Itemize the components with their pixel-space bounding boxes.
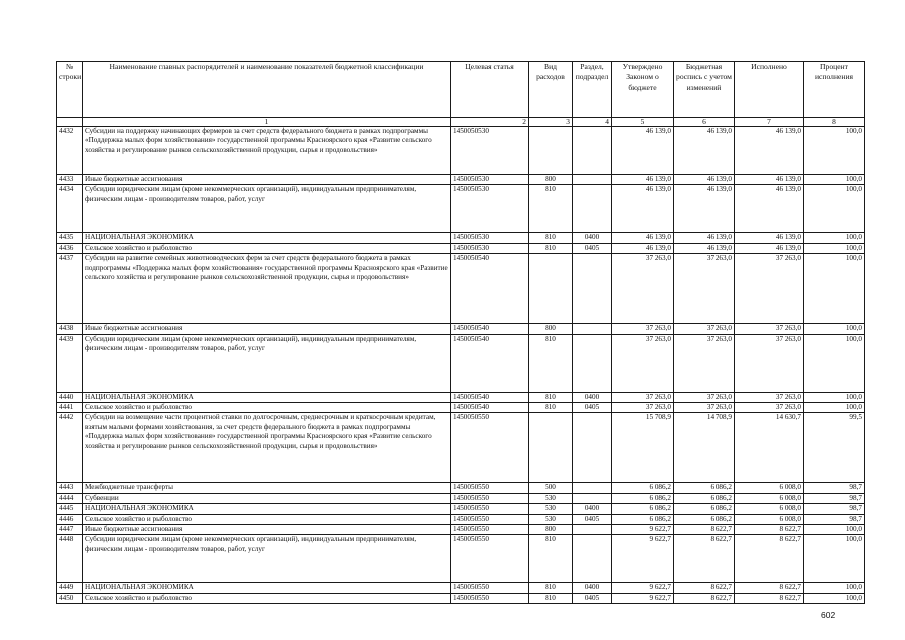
table-row bbox=[57, 504, 865, 514]
header-budget-list: Бюджетная роспись с учетом изменений bbox=[674, 62, 735, 118]
row-number-cell: 4443 bbox=[57, 483, 83, 493]
section-cell: 0405 bbox=[573, 403, 612, 413]
budget-table bbox=[56, 61, 865, 604]
column-number: 8 bbox=[804, 118, 865, 127]
row-number-cell: 4436 bbox=[57, 243, 83, 253]
item-name-cell: Иные бюджетные ассигнования bbox=[83, 175, 451, 185]
item-name-cell: Субвенции bbox=[83, 493, 451, 503]
budget-list-amount-cell: 8 622,7 bbox=[674, 583, 735, 593]
budget-list-amount-cell: 37 263,0 bbox=[674, 392, 735, 402]
percent-cell: 100,0 bbox=[804, 403, 865, 413]
executed-amount-cell: 14 630,7 bbox=[735, 413, 804, 483]
executed-amount-cell: 8 622,7 bbox=[735, 593, 804, 603]
budget-list-amount-cell: 6 086,2 bbox=[674, 493, 735, 503]
table-header-row bbox=[57, 62, 865, 118]
target-article-cell: 1450050540 bbox=[451, 334, 529, 392]
expense-type-cell: 800 bbox=[529, 175, 573, 185]
section-cell: 0405 bbox=[573, 243, 612, 253]
target-article-cell: 1450050550 bbox=[451, 483, 529, 493]
table-row bbox=[57, 185, 865, 233]
item-name-cell: НАЦИОНАЛЬНАЯ ЭКОНОМИКА bbox=[83, 504, 451, 514]
table-row bbox=[57, 392, 865, 402]
section-cell bbox=[573, 525, 612, 535]
budget-list-amount-cell: 37 263,0 bbox=[674, 403, 735, 413]
expense-type-cell: 810 bbox=[529, 334, 573, 392]
row-number-cell: 4444 bbox=[57, 493, 83, 503]
item-name-cell: НАЦИОНАЛЬНАЯ ЭКОНОМИКА bbox=[83, 233, 451, 243]
section-cell: 0400 bbox=[573, 583, 612, 593]
table-row bbox=[57, 324, 865, 334]
section-cell bbox=[573, 535, 612, 583]
executed-amount-cell: 6 008,0 bbox=[735, 504, 804, 514]
expense-type-cell: 530 bbox=[529, 493, 573, 503]
executed-amount-cell: 37 263,0 bbox=[735, 324, 804, 334]
table-row bbox=[57, 403, 865, 413]
column-number-row bbox=[57, 118, 865, 127]
budget-list-amount-cell: 46 139,0 bbox=[674, 243, 735, 253]
row-number-cell: 4447 bbox=[57, 525, 83, 535]
approved-amount-cell: 15 708,9 bbox=[612, 413, 674, 483]
expense-type-cell bbox=[529, 254, 573, 324]
target-article-cell: 1450050530 bbox=[451, 233, 529, 243]
approved-amount-cell: 6 086,2 bbox=[612, 493, 674, 503]
row-number-cell: 4437 bbox=[57, 254, 83, 324]
budget-list-amount-cell: 6 086,2 bbox=[674, 483, 735, 493]
column-number: 2 bbox=[451, 118, 529, 127]
approved-amount-cell: 46 139,0 bbox=[612, 185, 674, 233]
page-number: 602 bbox=[821, 610, 836, 620]
target-article-cell: 1450050530 bbox=[451, 185, 529, 233]
percent-cell: 100,0 bbox=[804, 175, 865, 185]
executed-amount-cell: 6 008,0 bbox=[735, 514, 804, 524]
target-article-cell: 1450050550 bbox=[451, 504, 529, 514]
executed-amount-cell: 46 139,0 bbox=[735, 127, 804, 175]
percent-cell: 100,0 bbox=[804, 127, 865, 175]
approved-amount-cell: 46 139,0 bbox=[612, 233, 674, 243]
item-name-cell: Сельское хозяйство и рыболовство bbox=[83, 243, 451, 253]
table-row bbox=[57, 493, 865, 503]
percent-cell: 100,0 bbox=[804, 185, 865, 233]
table-row bbox=[57, 583, 865, 593]
target-article-cell: 1450050550 bbox=[451, 593, 529, 603]
table-row bbox=[57, 413, 865, 483]
table-row bbox=[57, 593, 865, 603]
budget-list-amount-cell: 46 139,0 bbox=[674, 185, 735, 233]
header-approved: Утверждено Законом о бюджете bbox=[612, 62, 674, 118]
section-cell bbox=[573, 185, 612, 233]
executed-amount-cell: 46 139,0 bbox=[735, 243, 804, 253]
item-name-cell: Субсидии на поддержку начинающих фермеров за счет средств федерального бюджета в рамках подпрограммы «Поддержка малых форм хозяйствования» государственной программы Красноярского края «Развитие сельского хозяйства и регулирование рынков сельскохозяйственной продукции, сырья и продовольствия» bbox=[83, 127, 451, 175]
header-executed: Исполнено bbox=[735, 62, 804, 118]
approved-amount-cell: 9 622,7 bbox=[612, 583, 674, 593]
approved-amount-cell: 46 139,0 bbox=[612, 243, 674, 253]
row-number-cell: 4438 bbox=[57, 324, 83, 334]
percent-cell: 100,0 bbox=[804, 392, 865, 402]
executed-amount-cell: 8 622,7 bbox=[735, 535, 804, 583]
item-name-cell: Субсидии на развитие семейных животноводческих ферм за счет средств федерального бюджета в рамках подпрограммы «Поддержка малых форм хозяйствования» государственной программы Красноярского края «Развитие сельского хозяйства и регулирование рынков сельскохозяйственной продукции, сырья и продовольствия» bbox=[83, 254, 451, 324]
approved-amount-cell: 6 086,2 bbox=[612, 504, 674, 514]
budget-list-amount-cell: 46 139,0 bbox=[674, 233, 735, 243]
executed-amount-cell: 8 622,7 bbox=[735, 583, 804, 593]
header-section: Раздел, подраздел bbox=[573, 62, 612, 118]
approved-amount-cell: 46 139,0 bbox=[612, 127, 674, 175]
target-article-cell: 1450050540 bbox=[451, 403, 529, 413]
header-target-article: Целевая статья bbox=[451, 62, 529, 118]
row-number-cell: 4450 bbox=[57, 593, 83, 603]
item-name-cell: Сельское хозяйство и рыболовство bbox=[83, 403, 451, 413]
table-row bbox=[57, 243, 865, 253]
approved-amount-cell: 46 139,0 bbox=[612, 175, 674, 185]
table-row bbox=[57, 535, 865, 583]
percent-cell: 100,0 bbox=[804, 535, 865, 583]
table-row bbox=[57, 254, 865, 324]
item-name-cell: Субсидии юридическим лицам (кроме некоммерческих организаций), индивидуальным предпринимателям, физическим лицам - производителям товаров, работ, услуг bbox=[83, 334, 451, 392]
item-name-cell: Субсидии юридическим лицам (кроме некоммерческих организаций), индивидуальным предпринимателям, физическим лицам - производителям товаров, работ, услуг bbox=[83, 535, 451, 583]
approved-amount-cell: 37 263,0 bbox=[612, 334, 674, 392]
target-article-cell: 1450050550 bbox=[451, 514, 529, 524]
header-row-number: № строки bbox=[57, 62, 83, 118]
table-row bbox=[57, 334, 865, 392]
approved-amount-cell: 9 622,7 bbox=[612, 535, 674, 583]
approved-amount-cell: 9 622,7 bbox=[612, 593, 674, 603]
budget-list-amount-cell: 8 622,7 bbox=[674, 525, 735, 535]
row-number-cell: 4445 bbox=[57, 504, 83, 514]
row-number-cell: 4435 bbox=[57, 233, 83, 243]
section-cell bbox=[573, 493, 612, 503]
target-article-cell: 1450050550 bbox=[451, 583, 529, 593]
budget-list-amount-cell: 6 086,2 bbox=[674, 504, 735, 514]
percent-cell: 98,7 bbox=[804, 483, 865, 493]
percent-cell: 100,0 bbox=[804, 525, 865, 535]
budget-list-amount-cell: 8 622,7 bbox=[674, 535, 735, 583]
header-expense-type: Вид расходов bbox=[529, 62, 573, 118]
budget-list-amount-cell: 37 263,0 bbox=[674, 254, 735, 324]
budget-report-sheet bbox=[56, 61, 865, 604]
budget-list-amount-cell: 14 708,9 bbox=[674, 413, 735, 483]
table-row bbox=[57, 525, 865, 535]
target-article-cell: 1450050540 bbox=[451, 254, 529, 324]
item-name-cell: Иные бюджетные ассигнования bbox=[83, 525, 451, 535]
percent-cell: 100,0 bbox=[804, 254, 865, 324]
percent-cell: 100,0 bbox=[804, 243, 865, 253]
row-number-cell: 4441 bbox=[57, 403, 83, 413]
expense-type-cell bbox=[529, 413, 573, 483]
approved-amount-cell: 37 263,0 bbox=[612, 254, 674, 324]
target-article-cell: 1450050550 bbox=[451, 525, 529, 535]
row-number-cell: 4440 bbox=[57, 392, 83, 402]
column-number: 4 bbox=[573, 118, 612, 127]
expense-type-cell: 810 bbox=[529, 593, 573, 603]
executed-amount-cell: 8 622,7 bbox=[735, 525, 804, 535]
section-cell bbox=[573, 127, 612, 175]
percent-cell: 98,7 bbox=[804, 493, 865, 503]
target-article-cell: 1450050530 bbox=[451, 175, 529, 185]
item-name-cell: Сельское хозяйство и рыболовство bbox=[83, 514, 451, 524]
section-cell: 0400 bbox=[573, 504, 612, 514]
budget-list-amount-cell: 6 086,2 bbox=[674, 514, 735, 524]
budget-list-amount-cell: 8 622,7 bbox=[674, 593, 735, 603]
column-number: 3 bbox=[529, 118, 573, 127]
executed-amount-cell: 6 008,0 bbox=[735, 493, 804, 503]
section-cell bbox=[573, 324, 612, 334]
percent-cell: 100,0 bbox=[804, 583, 865, 593]
header-name: Наименование главных распорядителей и наименование показателей бюджетной классификации bbox=[83, 62, 451, 118]
row-number-cell: 4432 bbox=[57, 127, 83, 175]
expense-type-cell: 530 bbox=[529, 504, 573, 514]
row-number-cell: 4448 bbox=[57, 535, 83, 583]
percent-cell: 98,7 bbox=[804, 514, 865, 524]
section-cell: 0400 bbox=[573, 233, 612, 243]
header-percent: Процент исполнения bbox=[804, 62, 865, 118]
row-number-cell: 4439 bbox=[57, 334, 83, 392]
expense-type-cell: 500 bbox=[529, 483, 573, 493]
table-row bbox=[57, 233, 865, 243]
row-number-cell: 4433 bbox=[57, 175, 83, 185]
budget-list-amount-cell: 37 263,0 bbox=[674, 324, 735, 334]
target-article-cell: 1450050530 bbox=[451, 243, 529, 253]
approved-amount-cell: 9 622,7 bbox=[612, 525, 674, 535]
table-row bbox=[57, 483, 865, 493]
executed-amount-cell: 46 139,0 bbox=[735, 233, 804, 243]
approved-amount-cell: 37 263,0 bbox=[612, 403, 674, 413]
target-article-cell: 1450050550 bbox=[451, 535, 529, 583]
section-cell bbox=[573, 483, 612, 493]
column-number bbox=[57, 118, 83, 127]
column-number: 5 bbox=[612, 118, 674, 127]
percent-cell: 100,0 bbox=[804, 324, 865, 334]
target-article-cell: 1450050530 bbox=[451, 127, 529, 175]
item-name-cell: Сельское хозяйство и рыболовство bbox=[83, 593, 451, 603]
row-number-cell: 4434 bbox=[57, 185, 83, 233]
executed-amount-cell: 37 263,0 bbox=[735, 392, 804, 402]
column-number: 7 bbox=[735, 118, 804, 127]
budget-list-amount-cell: 46 139,0 bbox=[674, 127, 735, 175]
executed-amount-cell: 6 008,0 bbox=[735, 483, 804, 493]
column-number: 6 bbox=[674, 118, 735, 127]
expense-type-cell: 800 bbox=[529, 324, 573, 334]
section-cell bbox=[573, 175, 612, 185]
item-name-cell: НАЦИОНАЛЬНАЯ ЭКОНОМИКА bbox=[83, 392, 451, 402]
approved-amount-cell: 37 263,0 bbox=[612, 324, 674, 334]
expense-type-cell bbox=[529, 127, 573, 175]
section-cell bbox=[573, 254, 612, 324]
expense-type-cell: 810 bbox=[529, 185, 573, 233]
section-cell: 0405 bbox=[573, 593, 612, 603]
item-name-cell: Субсидии юридическим лицам (кроме некоммерческих организаций), индивидуальным предпринимателям, физическим лицам - производителям товаров, работ, услуг bbox=[83, 185, 451, 233]
table-row bbox=[57, 514, 865, 524]
budget-table-body bbox=[57, 127, 865, 604]
target-article-cell: 1450050550 bbox=[451, 493, 529, 503]
expense-type-cell: 810 bbox=[529, 535, 573, 583]
expense-type-cell: 810 bbox=[529, 243, 573, 253]
item-name-cell: Субсидии на возмещение части процентной ставки по долгосрочным, среднесрочным и краткосрочным кредитам, взятым малыми формами хозяйствования, за счет средств федерального бюджета в рамках подпрограммы «Поддержка малых форм хозяйствования» государственной программы Красноярского края «Развитие сельского хозяйства и регулирование рынков сельскохозяйственной продукции, сырья и продовольствия» bbox=[83, 413, 451, 483]
executed-amount-cell: 37 263,0 bbox=[735, 403, 804, 413]
expense-type-cell: 800 bbox=[529, 525, 573, 535]
target-article-cell: 1450050550 bbox=[451, 413, 529, 483]
row-number-cell: 4449 bbox=[57, 583, 83, 593]
expense-type-cell: 810 bbox=[529, 233, 573, 243]
percent-cell: 98,7 bbox=[804, 504, 865, 514]
section-cell: 0405 bbox=[573, 514, 612, 524]
expense-type-cell: 810 bbox=[529, 392, 573, 402]
percent-cell: 99,5 bbox=[804, 413, 865, 483]
budget-list-amount-cell: 37 263,0 bbox=[674, 334, 735, 392]
table-row bbox=[57, 127, 865, 175]
section-cell: 0400 bbox=[573, 392, 612, 402]
executed-amount-cell: 46 139,0 bbox=[735, 175, 804, 185]
budget-list-amount-cell: 46 139,0 bbox=[674, 175, 735, 185]
target-article-cell: 1450050540 bbox=[451, 324, 529, 334]
approved-amount-cell: 37 263,0 bbox=[612, 392, 674, 402]
table-row bbox=[57, 175, 865, 185]
section-cell bbox=[573, 334, 612, 392]
row-number-cell: 4446 bbox=[57, 514, 83, 524]
expense-type-cell: 810 bbox=[529, 403, 573, 413]
percent-cell: 100,0 bbox=[804, 233, 865, 243]
expense-type-cell: 810 bbox=[529, 583, 573, 593]
column-number: 1 bbox=[83, 118, 451, 127]
executed-amount-cell: 37 263,0 bbox=[735, 334, 804, 392]
expense-type-cell: 530 bbox=[529, 514, 573, 524]
executed-amount-cell: 46 139,0 bbox=[735, 185, 804, 233]
section-cell bbox=[573, 413, 612, 483]
approved-amount-cell: 6 086,2 bbox=[612, 514, 674, 524]
row-number-cell: 4442 bbox=[57, 413, 83, 483]
target-article-cell: 1450050540 bbox=[451, 392, 529, 402]
item-name-cell: Иные бюджетные ассигнования bbox=[83, 324, 451, 334]
approved-amount-cell: 6 086,2 bbox=[612, 483, 674, 493]
percent-cell: 100,0 bbox=[804, 334, 865, 392]
executed-amount-cell: 37 263,0 bbox=[735, 254, 804, 324]
item-name-cell: Межбюджетные трансферты bbox=[83, 483, 451, 493]
item-name-cell: НАЦИОНАЛЬНАЯ ЭКОНОМИКА bbox=[83, 583, 451, 593]
percent-cell: 100,0 bbox=[804, 593, 865, 603]
